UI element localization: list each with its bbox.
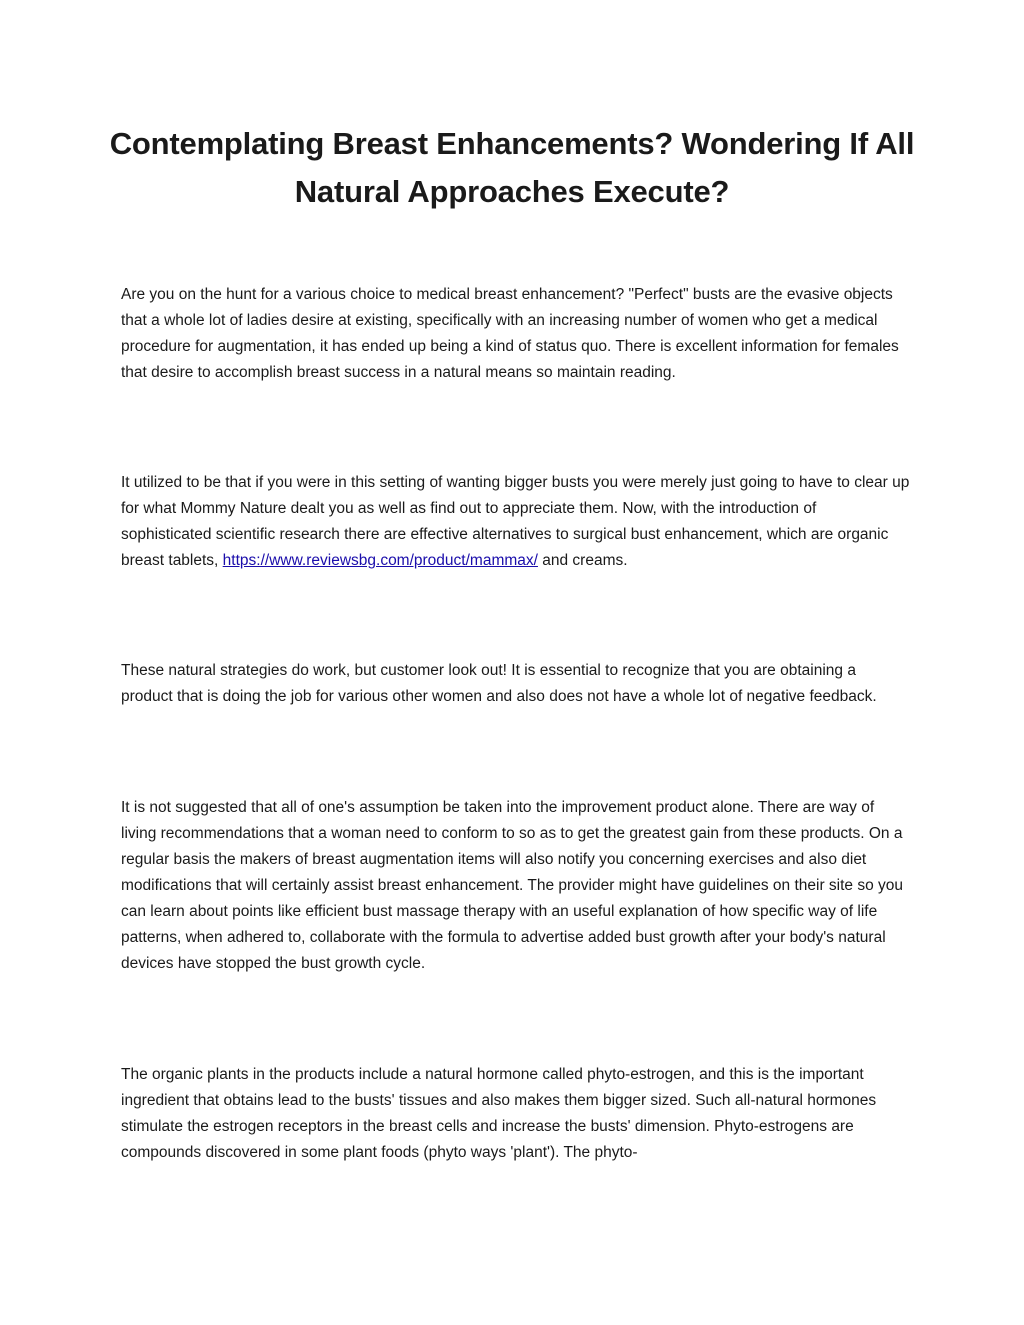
paragraph-text-before-link: It utilized to be that if you were in this setting of wanting bigger busts you were merely just going to have to clear up for what Mommy Nature dealt you as well as find out to appreciate them. Now, with the introduction of sophisticated scientific research there are effective alternatives to surgical bust enhancement, which are organic breast tablets, (121, 474, 910, 569)
paragraph-warning: These natural strategies do work, but customer look out! It is essential to recognize that you are obtaining a product that is doing the job for various other women and also does not have a whole lot of negative feedback. (121, 662, 877, 705)
paragraph-text-after-link: and creams. (537, 552, 628, 569)
paragraph-intro: Are you on the hunt for a various choice to medical breast enhancement? "Perfect" busts are the evasive objects that a whole lot of ladies desire at existing, specifically with an increasing number of women who get a medical procedure for augmentation, it has ended up being a kind of status quo. There is excellent information for females that desire to accomplish breast success in a natural means so maintain reading. (121, 286, 899, 381)
paragraph-lifestyle: It is not suggested that all of one's assumption be taken into the improvement product alone. There are way of living recommendations that a woman need to conform to so as to get the greatest gain from these products. On a regular basis the makers of breast augmentation items will also notify you concerning exercises and also diet modifications that will certainly assist breast enhancement. The provider might have guidelines on their site so you can learn about points like efficient bust massage therapy with an useful explanation of how specific way of life patterns, when adhered to, collaborate with the formula to advertise added bust growth after your body's natural devices have stopped the bust growth cycle. (121, 799, 904, 972)
paragraph-with-link (121, 470, 911, 574)
document-title: Contemplating Breast Enhancements? Wondering If All Natural Approaches Execute? (109, 126, 915, 209)
paragraph-phytoestrogen: The organic plants in the products include a natural hormone called phyto-estrogen, and this is the important ingredient that obtains lead to the busts' tissues and also makes them bigger sized. Such all-natural hormones stimulate the estrogen receptors in the breast cells and increase the busts' dimension. Phyto-estrogens are compounds discovered in some plant foods (phyto ways 'plant'). The phyto- (121, 1066, 877, 1161)
product-link[interactable]: https://www.reviewsbg.com/product/mammax/ (222, 552, 538, 569)
